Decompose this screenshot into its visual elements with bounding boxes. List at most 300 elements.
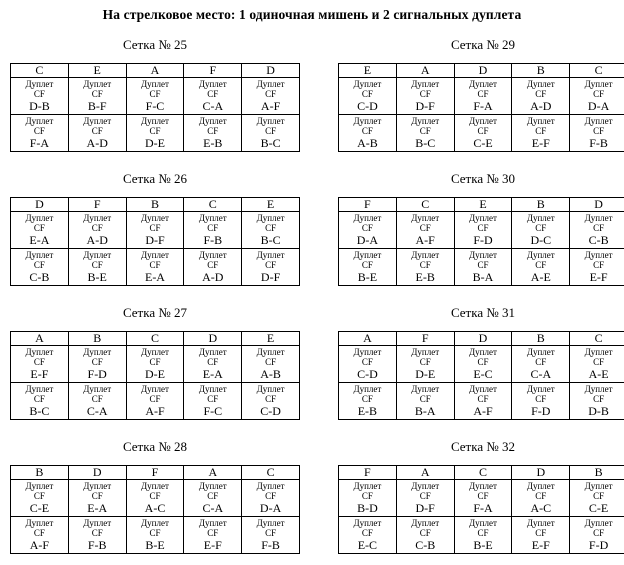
grid-pair-cell [184, 249, 242, 286]
pair-value: E-C [473, 367, 493, 381]
grid-pair-cell [512, 480, 570, 517]
pair-sub-label: CF [33, 260, 45, 270]
pair-value: E-B [415, 270, 435, 284]
grid-header-cell: F [339, 466, 397, 480]
pair-sub-label: CF [207, 89, 219, 99]
pair-value: B-F [87, 99, 107, 113]
grid-header-cell: B [126, 198, 184, 212]
grid-header-cell: A [126, 64, 184, 78]
pair-value: A-F [473, 404, 493, 418]
grid-header-cell: C [570, 332, 624, 346]
grid-header-cell: B [512, 332, 570, 346]
grid-pair-cell [184, 346, 242, 383]
grid-header-cell: C [126, 332, 184, 346]
pair-sub-label: CF [477, 126, 489, 136]
grid-table [338, 197, 624, 286]
pair-label: Дуплет [353, 116, 382, 126]
pair-value: F-A [473, 501, 493, 515]
grid-pair-cell [11, 383, 69, 420]
pair-value: F-C [203, 404, 223, 418]
pair-value: E-A [202, 367, 223, 381]
pair-sub-label: CF [207, 126, 219, 136]
pair-value: D-C [530, 233, 552, 247]
grid-pair-row [11, 115, 300, 152]
pair-label: Дуплет [353, 518, 382, 528]
pair-label: Дуплет [83, 481, 112, 491]
grid-pair-cell [242, 517, 300, 554]
pair-label: Дуплет [469, 384, 497, 394]
pair-value: D-A [587, 99, 610, 113]
pair-label: Дуплет [584, 384, 613, 394]
pair-sub-label: CF [361, 357, 373, 367]
grid-pair-cell [570, 78, 624, 115]
pair-label: Дуплет [469, 518, 497, 528]
pair-sub-label: CF [33, 357, 45, 367]
pair-value: F-B [87, 538, 107, 552]
pair-label: Дуплет [256, 481, 285, 491]
grid-header-cell: F [68, 198, 126, 212]
grid-pair-cell [396, 115, 454, 152]
pair-value: D-E [415, 367, 436, 381]
pair-label: Дуплет [25, 79, 54, 89]
pair-value: C-D [357, 99, 378, 113]
grid-header-cell: E [242, 198, 300, 212]
pair-sub-label: CF [149, 491, 161, 501]
pair-value: F-C [145, 99, 165, 113]
pair-sub-label: CF [207, 491, 219, 501]
pair-label: Дуплет [526, 213, 555, 223]
grid-pair-cell [454, 115, 512, 152]
pair-sub-label: CF [477, 89, 489, 99]
grid-pair-row [11, 480, 300, 517]
grid-table [10, 197, 300, 286]
pair-value: A-D [86, 136, 108, 150]
pair-label: Дуплет [141, 481, 169, 491]
grid-pair-row [11, 517, 300, 554]
pair-label: Дуплет [353, 213, 382, 223]
pair-value: E-F [30, 367, 49, 381]
pair-value: A-E [530, 270, 551, 284]
pair-sub-label: CF [419, 260, 431, 270]
grid-pair-cell [454, 517, 512, 554]
pair-value: E-A [29, 233, 50, 247]
grid-caption: Сетка № 26 [122, 171, 188, 186]
grid-header-cell: A [396, 64, 454, 78]
pair-value: B-E [473, 538, 493, 552]
pair-sub-label: CF [33, 394, 45, 404]
grid-pair-cell [454, 212, 512, 249]
grid-pair-cell [396, 346, 454, 383]
pair-sub-label: CF [149, 126, 161, 136]
pair-sub-label: CF [535, 260, 547, 270]
pair-label: Дуплет [141, 213, 169, 223]
pair-value: E-F [203, 538, 222, 552]
pair-label: Дуплет [198, 347, 227, 357]
grid-pair-row [339, 517, 624, 554]
pair-sub-label: CF [91, 394, 103, 404]
pair-value: B-C [260, 136, 281, 150]
pair-label: Дуплет [411, 79, 440, 89]
pair-value: D-E [144, 367, 165, 381]
pair-sub-label: CF [265, 357, 277, 367]
pair-sub-label: CF [361, 223, 373, 233]
grid-table [10, 465, 300, 554]
grid-pair-cell [396, 517, 454, 554]
pair-label: Дуплет [141, 518, 169, 528]
pair-value: C-B [588, 233, 609, 247]
pair-value: A-F [29, 538, 50, 552]
pair-value: A-D [202, 270, 224, 284]
pair-sub-label: CF [207, 394, 219, 404]
pair-sub-label: CF [361, 528, 373, 538]
grid-pair-cell [396, 383, 454, 420]
grid-pair-cell [242, 249, 300, 286]
pair-value: D-F [260, 270, 281, 284]
grid-pair-row [11, 383, 300, 420]
pair-label: Дуплет [25, 384, 54, 394]
grid-pair-cell [570, 249, 624, 286]
pair-label: Дуплет [256, 384, 285, 394]
pair-value: D-F [415, 99, 435, 113]
pair-value: A-E [588, 367, 609, 381]
pair-value: C-B [29, 270, 50, 284]
grid-pair-cell [126, 115, 184, 152]
pair-value: D-A [259, 501, 282, 515]
grid-pair-row [11, 212, 300, 249]
grid-pair-cell [454, 383, 512, 420]
pair-label: Дуплет [25, 213, 54, 223]
pair-sub-label: CF [265, 528, 277, 538]
pair-sub-label: CF [535, 223, 547, 233]
grid-pair-cell [242, 212, 300, 249]
pair-label: Дуплет [411, 116, 440, 126]
grid-pair-cell [512, 346, 570, 383]
pair-label: Дуплет [353, 250, 382, 260]
grid-header-row [339, 198, 624, 212]
grid-table [338, 331, 624, 420]
grid-pair-cell [339, 115, 397, 152]
pair-sub-label: CF [419, 528, 431, 538]
pair-value: C-E [473, 136, 493, 150]
pair-label: Дуплет [25, 116, 54, 126]
grid-pair-cell [126, 78, 184, 115]
pair-sub-label: CF [265, 126, 277, 136]
grid-pair-cell [242, 346, 300, 383]
grid-pair-cell [396, 480, 454, 517]
pair-value: F-D [87, 367, 107, 381]
grid-pair-cell [68, 480, 126, 517]
grid-pair-cell [11, 212, 69, 249]
grid-header-cell: E [454, 198, 512, 212]
grid-header-cell: D [242, 64, 300, 78]
pair-value: C-A [202, 99, 224, 113]
grid-header-cell: D [184, 332, 242, 346]
pair-sub-label: CF [33, 126, 45, 136]
grid-pair-cell [68, 249, 126, 286]
pair-label: Дуплет [469, 116, 497, 126]
grid-pair-cell [68, 78, 126, 115]
grid-header-cell: F [396, 332, 454, 346]
pair-sub-label: CF [535, 126, 547, 136]
pair-label: Дуплет [256, 116, 285, 126]
pair-label: Дуплет [469, 250, 497, 260]
pair-sub-label: CF [33, 528, 45, 538]
pair-sub-label: CF [419, 394, 431, 404]
pair-value: E-F [531, 538, 550, 552]
pair-sub-label: CF [265, 260, 277, 270]
pair-value: B-E [145, 538, 165, 552]
pair-value: C-D [357, 367, 378, 381]
pair-label: Дуплет [584, 213, 613, 223]
pair-value: E-C [357, 538, 378, 552]
grid-pair-cell [242, 480, 300, 517]
pair-label: Дуплет [353, 384, 382, 394]
pair-value: B-A [472, 270, 494, 284]
pair-value: F-B [203, 233, 223, 247]
pair-sub-label: CF [419, 491, 431, 501]
pair-sub-label: CF [477, 394, 489, 404]
pair-sub-label: CF [419, 89, 431, 99]
pair-value: F-A [29, 136, 50, 150]
grid-pair-cell [570, 480, 624, 517]
pair-value: A-F [415, 233, 435, 247]
pair-label: Дуплет [198, 481, 227, 491]
pair-sub-label: CF [265, 223, 277, 233]
pair-label: Дуплет [411, 347, 440, 357]
grid-header-row [11, 466, 300, 480]
pair-label: Дуплет [198, 250, 227, 260]
pair-label: Дуплет [141, 250, 169, 260]
grid-pair-cell [68, 346, 126, 383]
grid-pair-cell [454, 78, 512, 115]
pair-label: Дуплет [256, 213, 285, 223]
pair-value: A-B [357, 136, 378, 150]
pair-sub-label: CF [265, 89, 277, 99]
grid-header-cell: D [570, 198, 624, 212]
pair-label: Дуплет [83, 347, 112, 357]
pair-label: Дуплет [526, 384, 555, 394]
pair-sub-label: CF [535, 528, 547, 538]
grid-pair-cell [570, 346, 624, 383]
grid-pair-cell [339, 212, 397, 249]
pair-sub-label: CF [207, 260, 219, 270]
pair-value: F-D [588, 538, 609, 552]
pair-value: C-E [29, 501, 50, 515]
grid-pair-row [339, 480, 624, 517]
pair-value: B-A [414, 404, 436, 418]
grid-header-cell: C [454, 466, 512, 480]
pair-sub-label: CF [593, 89, 605, 99]
grid-header-row [339, 64, 624, 78]
pair-label: Дуплет [584, 116, 613, 126]
grid-header-cell: D [454, 332, 512, 346]
pair-sub-label: CF [149, 357, 161, 367]
pair-sub-label: CF [361, 491, 373, 501]
pair-sub-label: CF [477, 357, 489, 367]
pair-sub-label: CF [149, 223, 161, 233]
pair-value: B-D [357, 501, 378, 515]
pair-sub-label: CF [593, 357, 605, 367]
grid-pair-row [11, 78, 300, 115]
grid-pair-row [11, 249, 300, 286]
pair-label: Дуплет [411, 250, 440, 260]
pair-value: F-B [261, 538, 280, 552]
pair-sub-label: CF [361, 126, 373, 136]
grid-caption: Сетка № 32 [450, 439, 516, 454]
grid-pair-cell [396, 78, 454, 115]
grid-header-cell: B [512, 198, 570, 212]
grid-header-cell: A [11, 332, 69, 346]
pair-value: A-F [145, 404, 165, 418]
grid-pair-cell [11, 346, 69, 383]
grid-pair-cell [184, 115, 242, 152]
grid-pair-cell [396, 249, 454, 286]
grid-table [338, 465, 624, 554]
pair-value: F-D [531, 404, 551, 418]
pair-sub-label: CF [207, 528, 219, 538]
grid-pair-row [339, 383, 624, 420]
pair-label: Дуплет [83, 79, 112, 89]
pair-label: Дуплет [411, 481, 440, 491]
grid-pair-cell [339, 383, 397, 420]
pair-label: Дуплет [198, 79, 227, 89]
grid-caption: Сетка № 31 [450, 305, 516, 320]
pair-sub-label: CF [149, 260, 161, 270]
pair-label: Дуплет [526, 518, 555, 528]
grid-pair-cell [570, 115, 624, 152]
pair-label: Дуплет [83, 213, 112, 223]
grid-pair-cell [126, 383, 184, 420]
pair-sub-label: CF [91, 528, 103, 538]
grid-pair-cell [11, 517, 69, 554]
grid-header-cell: D [11, 198, 69, 212]
grid-table [10, 63, 300, 152]
pair-sub-label: CF [91, 260, 103, 270]
pair-label: Дуплет [83, 250, 112, 260]
grid-pair-row [339, 346, 624, 383]
pair-sub-label: CF [91, 126, 103, 136]
pair-value: E-B [357, 404, 378, 418]
pair-sub-label: CF [593, 394, 605, 404]
grid-pair-cell [570, 212, 624, 249]
pair-value: C-B [415, 538, 436, 552]
pair-value: E-F [589, 270, 608, 284]
pair-value: B-E [87, 270, 107, 284]
grid-caption: Сетка № 30 [450, 171, 516, 186]
pair-label: Дуплет [584, 347, 613, 357]
pair-sub-label: CF [535, 394, 547, 404]
pair-value: B-C [29, 404, 50, 418]
pair-sub-label: CF [149, 89, 161, 99]
pair-value: A-D [86, 233, 108, 247]
pair-label: Дуплет [256, 79, 285, 89]
pair-label: Дуплет [353, 347, 382, 357]
grid-pair-cell [184, 212, 242, 249]
pair-sub-label: CF [207, 357, 219, 367]
grid-caption: Сетка № 29 [450, 37, 516, 52]
pair-sub-label: CF [535, 89, 547, 99]
pair-label: Дуплет [198, 116, 227, 126]
pair-value: E-F [531, 136, 550, 150]
pair-label: Дуплет [353, 79, 382, 89]
grid-header-cell: E [68, 64, 126, 78]
pair-value: E-A [144, 270, 165, 284]
pair-label: Дуплет [25, 250, 54, 260]
pair-value: A-F [260, 99, 281, 113]
pair-sub-label: CF [593, 223, 605, 233]
grid-pair-cell [242, 78, 300, 115]
pair-label: Дуплет [25, 347, 54, 357]
grid-header-cell: C [242, 466, 300, 480]
grid-header-cell: C [11, 64, 69, 78]
grid-header-row [11, 64, 300, 78]
pair-sub-label: CF [91, 223, 103, 233]
grid-pair-cell [242, 383, 300, 420]
grid-pair-cell [184, 480, 242, 517]
pair-value: D-B [29, 99, 50, 113]
grid-pair-cell [512, 383, 570, 420]
grid-header-cell: B [11, 466, 69, 480]
pair-sub-label: CF [91, 357, 103, 367]
pair-value: F-D [473, 233, 493, 247]
grid-pair-cell [396, 212, 454, 249]
pair-sub-label: CF [419, 126, 431, 136]
pair-value: D-E [144, 136, 165, 150]
grid-pair-cell [242, 115, 300, 152]
grid-pair-cell [11, 480, 69, 517]
grid-header-cell: B [512, 64, 570, 78]
pair-value: A-C [144, 501, 166, 515]
grid-header-cell: E [339, 64, 397, 78]
grid-pair-row [339, 249, 624, 286]
grid-header-cell: C [396, 198, 454, 212]
grid-header-cell: F [184, 64, 242, 78]
pair-label: Дуплет [526, 116, 555, 126]
pair-label: Дуплет [411, 384, 440, 394]
grid-pair-row [339, 212, 624, 249]
pair-sub-label: CF [477, 528, 489, 538]
pair-value: B-C [415, 136, 436, 150]
pair-label: Дуплет [469, 481, 497, 491]
grid-pair-cell [126, 212, 184, 249]
pair-label: Дуплет [411, 213, 440, 223]
pair-value: F-B [589, 136, 608, 150]
pair-value: C-E [588, 501, 609, 515]
pair-label: Дуплет [198, 518, 227, 528]
grid-header-cell: F [339, 198, 397, 212]
grid-header-cell: B [570, 466, 624, 480]
pair-sub-label: CF [535, 491, 547, 501]
pair-sub-label: CF [593, 491, 605, 501]
grid-header-row [339, 466, 624, 480]
pair-value: B-C [260, 233, 281, 247]
grid-pair-cell [68, 517, 126, 554]
pair-label: Дуплет [83, 384, 112, 394]
pair-label: Дуплет [25, 481, 54, 491]
grid-pair-cell [512, 249, 570, 286]
grid-caption: Сетка № 25 [122, 37, 188, 52]
pair-value: C-A [202, 501, 224, 515]
pair-sub-label: CF [149, 528, 161, 538]
pair-value: C-A [86, 404, 108, 418]
grid-pair-cell [339, 249, 397, 286]
grid-pair-cell [184, 78, 242, 115]
pair-label: Дуплет [353, 481, 382, 491]
pair-value: C-A [530, 367, 552, 381]
pair-label: Дуплет [411, 518, 440, 528]
pair-label: Дуплет [83, 518, 112, 528]
pair-sub-label: CF [149, 394, 161, 404]
